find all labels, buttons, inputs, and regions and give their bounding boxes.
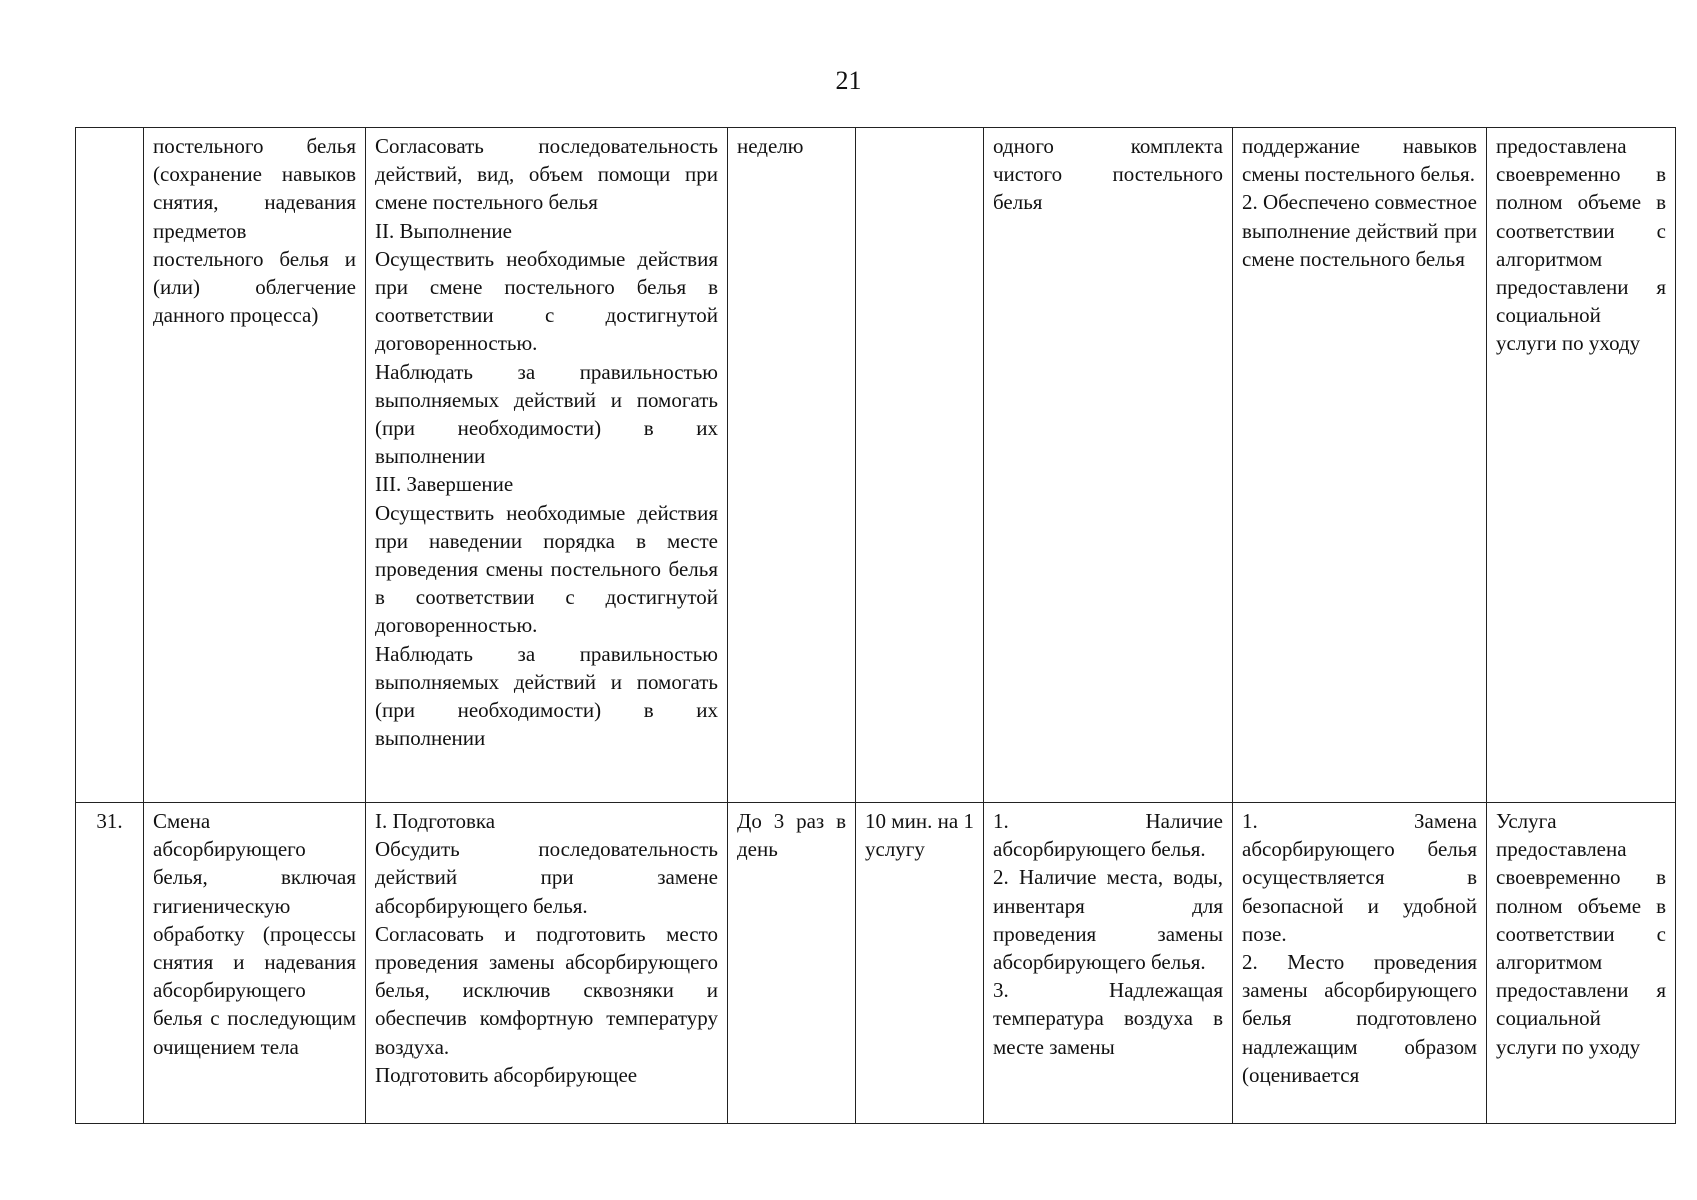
frequency-cell: неделю — [728, 128, 856, 803]
evaluation-cell: предоставлена своевременно в полном объеме в соответствии с алгоритмом предоставлени я социальной услуги по уходу — [1487, 128, 1676, 803]
service-table — [75, 127, 1676, 1124]
table-row — [76, 803, 1676, 1124]
service-name-cell: постельного белья (сохранение навыков снятия, надевания предметов постельного белья и (или) облегчение данного процесса) — [144, 128, 366, 803]
table-row — [76, 128, 1676, 803]
procedure-cell: I. Подготовка Обсудить последовательность действий при замене абсорбирующего белья. Согласовать и подготовить место проведения замены абсорбирующего белья, исключив сквозняки и обеспечив комфортную температуру воздуха. Подготовить абсорбирующее — [366, 803, 728, 1124]
evaluation-cell: Услуга предоставлена своевременно в полном объеме в соответствии с алгоритмом предоставлени я социальной услуги по уходу — [1487, 803, 1676, 1124]
row-number-cell: 31. — [76, 803, 144, 1124]
duration-cell: 10 мин. на 1 услугу — [856, 803, 984, 1124]
procedure-cell: Согласовать последовательность действий, вид, объем помощи при смене постельного белья II. Выполнение Осуществить необходимые действия при смене постельного белья в соответствии с достигнутой договоренностью. Наблюдать за правильностью выполняемых действий и помогать (при необходимости) в их выполнении III. Завершение Осуществить необходимые действия при наведении порядка в месте проведения смены постельного белья в соответствии с достигнутой договоренностью. Наблюдать за правильностью выполняемых действий и помогать (при необходимости) в их выполнении — [366, 128, 728, 803]
page-number: 21 — [835, 66, 862, 95]
frequency-cell: До 3 раз в день — [728, 803, 856, 1124]
row-number-cell — [76, 128, 144, 803]
results-cell: поддержание навыков смены постельного белья. 2. Обеспечено совместное выполнение действий при смене постельного белья — [1233, 128, 1487, 803]
conditions-cell: одного комплекта чистого постельного белья — [984, 128, 1233, 803]
results-cell: 1. Замена абсорбирующего белья осуществляется в безопасной и удобной позе. 2. Место проведения замены абсорбирующего белья подготовлено надлежащим образом (оценивается — [1233, 803, 1487, 1124]
conditions-cell: 1. Наличие абсорбирующего белья. 2. Наличие места, воды, инвентаря для проведения замены абсорбирующего белья. 3. Надлежащая температура воздуха в месте замены — [984, 803, 1233, 1124]
duration-cell — [856, 128, 984, 803]
service-name-cell: Смена абсорбирующего белья, включая гигиеническую обработку (процессы снятия и надевания абсорбирующего белья с последующим очищением тела — [144, 803, 366, 1124]
